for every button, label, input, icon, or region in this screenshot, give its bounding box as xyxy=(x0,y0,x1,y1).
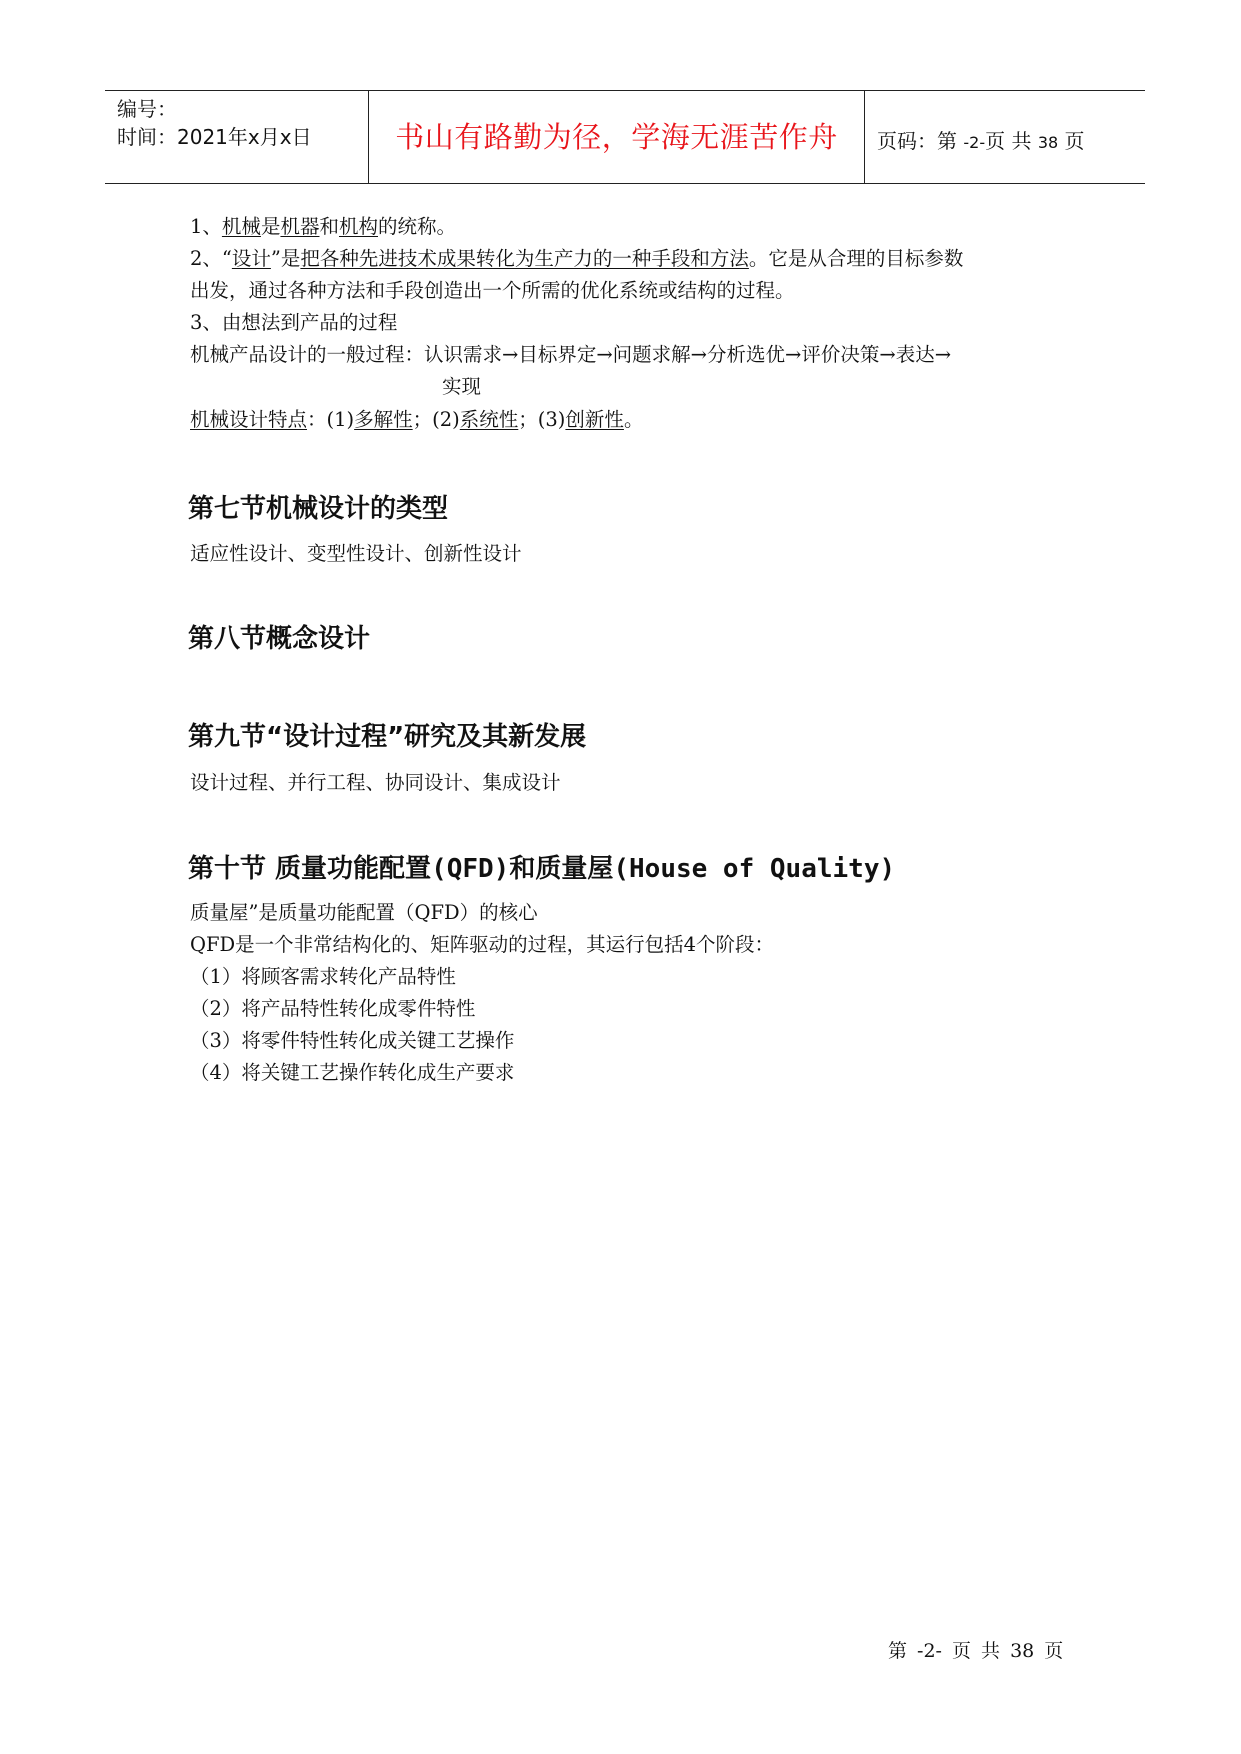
paragraph-2-cont: 出发，通过各种方法和手段创造出一个所需的优化系统或结构的过程。 xyxy=(190,279,795,302)
header-left-cell xyxy=(105,91,369,183)
section-10-text-2: QFD是一个非常结构化的、矩阵驱动的过程，其运行包括4个阶段： xyxy=(190,933,775,956)
paragraph-5: 机械设计特点：(1)多解性；(2)系统性；(3)创新性。 xyxy=(190,408,644,431)
list-item: （4）将关键工艺操作转化成生产要求 xyxy=(190,1061,515,1084)
section-7-text: 适应性设计、变型性设计、创新性设计 xyxy=(190,542,522,565)
header-center-cell xyxy=(369,91,865,183)
section-10-heading: 第十节 质量功能配置(QFD)和质量屋(House of Quality) xyxy=(188,854,896,884)
section-7-heading: 第七节机械设计的类型 xyxy=(188,494,449,524)
paragraph-2: 2、“设计”是把各种先进技术成果转化为生产力的一种手段和方法。它是从合理的目标参数 xyxy=(190,247,964,270)
document-number-label: 编号： xyxy=(117,97,177,121)
list-item: （3）将零件特性转化成关键工艺操作 xyxy=(190,1029,515,1052)
paragraph-4-cont: 实现 xyxy=(442,375,482,398)
section-9-text: 设计过程、并行工程、协同设计、集成设计 xyxy=(190,771,561,794)
document-date: 时间：2021年x月x日 xyxy=(117,125,312,149)
section-10-text-1: 质量屋”是质量功能配置（QFD）的核心 xyxy=(190,901,538,924)
list-item: （1）将顾客需求转化产品特性 xyxy=(190,965,456,988)
list-item: （2）将产品特性转化成零件特性 xyxy=(190,997,476,1020)
header-right-cell xyxy=(865,91,1145,183)
section-8-heading: 第八节概念设计 xyxy=(188,624,371,654)
section-9-heading: 第九节“设计过程”研究及其新发展 xyxy=(188,722,587,752)
paragraph-4: 机械产品设计的一般过程：认识需求→目标界定→问题求解→分析选优→评价决策→表达→ xyxy=(190,343,952,366)
header-page-info: 页码：第 -2-页 共 38 页 xyxy=(877,129,1085,153)
paragraph-1: 1、机械是机器和机构的统称。 xyxy=(190,215,457,238)
paragraph-3: 3、由想法到产品的过程 xyxy=(190,311,398,334)
page-header xyxy=(105,90,1145,184)
page-footer: 第 -2- 页 共 38 页 xyxy=(888,1640,1064,1662)
header-motto: 书山有路勤为径，学海无涯苦作舟 xyxy=(395,120,838,154)
